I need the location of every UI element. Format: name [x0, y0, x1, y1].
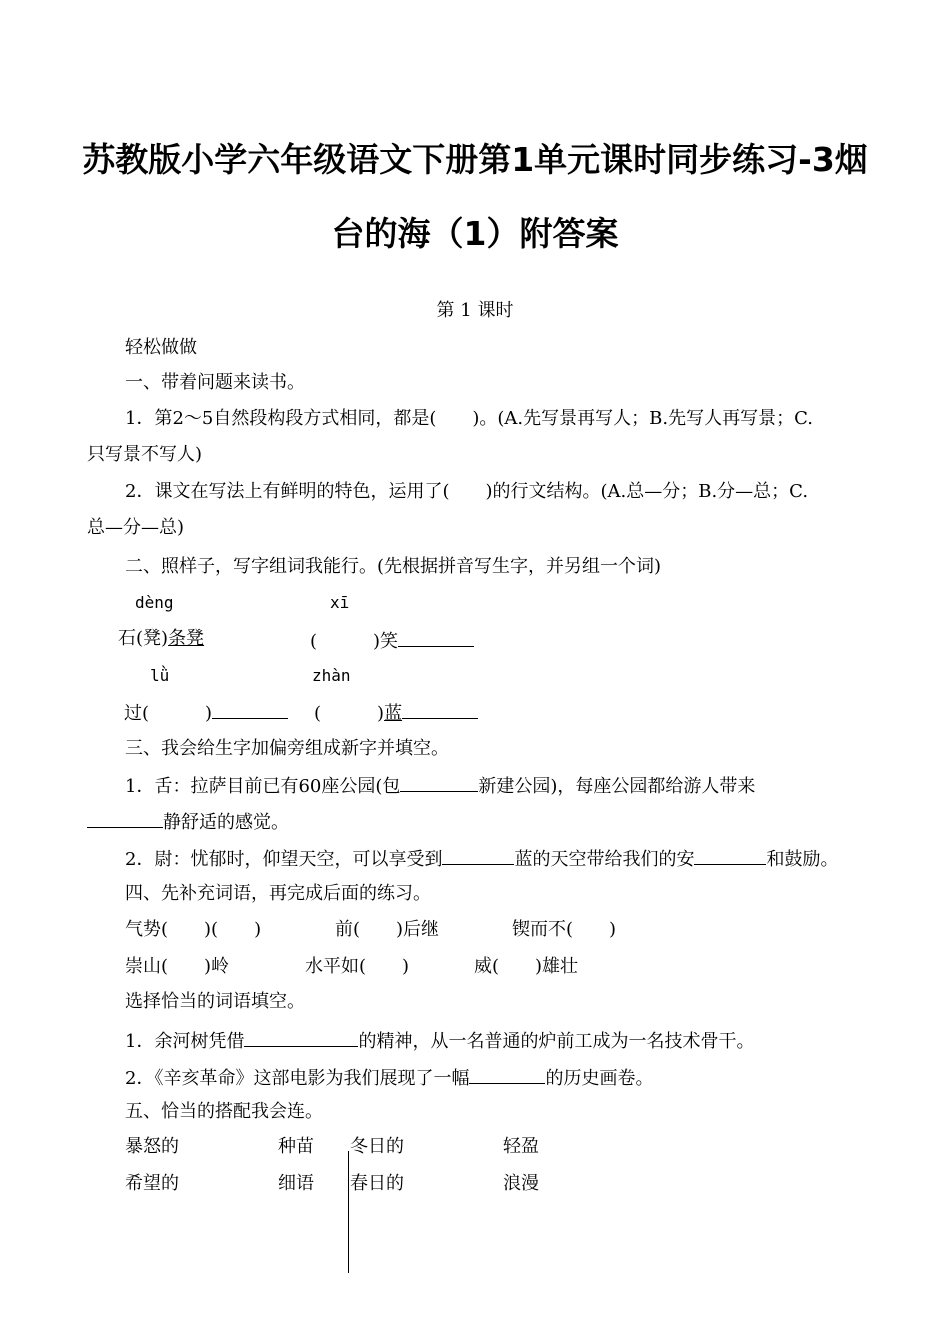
section4-s1	[125, 1028, 754, 1053]
row2-blank-close: )	[377, 703, 385, 724]
match-r2-c3: 春日的	[350, 1173, 404, 1194]
idiom-2: 前( )后继	[335, 919, 440, 940]
row1-close-paren: )	[161, 628, 169, 649]
section3-q1-line1	[125, 773, 755, 798]
section4-s1-blank[interactable]	[244, 1028, 358, 1047]
section4-s2-text-a: 2．《辛亥革命》这部电影为我们展现了一幅	[125, 1068, 470, 1089]
section3-q2-text-b: 蓝的天空带给我们的安	[514, 849, 695, 870]
section2-row1-right	[310, 628, 474, 653]
section3-q1-text-c: 静舒适的感觉。	[163, 812, 289, 833]
row2-answer-blank-left[interactable]	[212, 700, 288, 719]
intro-heading: 轻松做做	[125, 337, 197, 358]
section3-heading: 三、我会给生字加偏旁组成新字并填空。	[125, 738, 449, 759]
section4-subheading: 选择恰当的词语填空。	[125, 991, 305, 1012]
section3-q1-blank2[interactable]	[87, 809, 163, 828]
section3-q2-line	[125, 846, 838, 871]
section1-q2-line1: 2．课文在写法上有鲜明的特色，运用了( )的行文结构。(A.总—分；B.分—总；C.	[125, 481, 809, 502]
section4-s2-text-b: 的历史画卷。	[545, 1068, 654, 1089]
match-divider-line	[348, 1151, 349, 1273]
section3-q2-text-a: 2．尉：忧郁时，仰望天空，可以享受到	[125, 849, 443, 870]
section3-q1-blank1[interactable]	[400, 773, 478, 792]
section3-q2-text-c: 和鼓励。	[766, 849, 839, 870]
row2-guo-prefix: 过(	[124, 703, 150, 724]
row2-blank-open: (	[314, 703, 322, 724]
idiom-3: 锲而不( )	[512, 919, 617, 940]
pinyin-zhan: zhàn	[312, 666, 351, 685]
pinyin-xi: xī	[330, 593, 350, 612]
match-r1-c2: 种苗	[278, 1136, 314, 1157]
pinyin-deng: dèng	[135, 593, 174, 612]
document-title-line2: 台的海（1）附答案	[331, 214, 619, 253]
section1-q2-line2: 总—分—总)	[87, 517, 185, 538]
row1-deng-char: 凳	[143, 628, 162, 649]
section4-s1-text-a: 1．余河树凭借	[125, 1031, 245, 1052]
match-r1-c4: 轻盈	[503, 1136, 539, 1157]
idiom-1: 气势( )( )	[125, 919, 262, 940]
section2-heading: 二、照样子，写字组词我能行。(先根据拼音写生字，并另组一个词)	[125, 556, 662, 577]
row1-answer-blank[interactable]	[398, 628, 474, 647]
section3-q1-text-a: 1．舌：拉萨目前已有60座公园(包	[125, 776, 401, 797]
section4-s2-blank[interactable]	[469, 1065, 545, 1084]
section2-row2-left	[124, 700, 288, 725]
match-r1-c1: 暴怒的	[125, 1136, 179, 1157]
row1-example-word: 条凳	[168, 628, 205, 649]
idiom-5: 水平如( )	[305, 956, 410, 977]
section1-q1-line2: 只写景不写人)	[87, 444, 203, 465]
row1-xiao-suffix: )笑	[373, 631, 399, 652]
section4-s1-text-b: 的精神，从一名普通的炉前工成为一名技术骨干。	[358, 1031, 755, 1052]
match-r2-c4: 浪漫	[503, 1173, 539, 1194]
section4-s2	[125, 1065, 653, 1090]
section3-q2-blank2[interactable]	[694, 846, 766, 865]
section2-row2-right	[314, 700, 478, 725]
row2-answer-blank-right[interactable]	[402, 700, 478, 719]
section3-q1-text-b: 新建公园)，每座公园都给游人带来	[478, 776, 756, 797]
document-title-line1: 苏教版小学六年级语文下册第1单元课时同步练习-3烟	[82, 140, 868, 179]
row1-blank-open: (	[310, 631, 318, 652]
section5-heading: 五、恰当的搭配我会连。	[125, 1101, 323, 1122]
match-r2-c1: 希望的	[125, 1173, 179, 1194]
section3-q1-line2	[87, 809, 289, 834]
match-r2-c2: 细语	[278, 1173, 314, 1194]
row1-shi-prefix: 石(	[118, 628, 144, 649]
section2-row1-left	[118, 628, 204, 650]
row2-close-paren: )	[205, 703, 213, 724]
idiom-6: 威( )雄壮	[474, 956, 579, 977]
section3-q2-blank1[interactable]	[442, 846, 514, 865]
row2-lan-char: 蓝	[384, 703, 403, 724]
match-r1-c3: 冬日的	[350, 1136, 404, 1157]
section1-heading: 一、带着问题来读书。	[125, 372, 305, 393]
idiom-4: 崇山( )岭	[125, 956, 230, 977]
lesson-label: 第 1 课时	[436, 300, 514, 321]
section1-q1-line1: 1．第2～5自然段构段方式相同，都是( )。(A.先写景再写人；B.先写人再写景；C.	[125, 408, 813, 429]
pinyin-lv: lǜ	[150, 666, 170, 685]
section4-heading: 四、先补充词语，再完成后面的练习。	[125, 883, 431, 904]
